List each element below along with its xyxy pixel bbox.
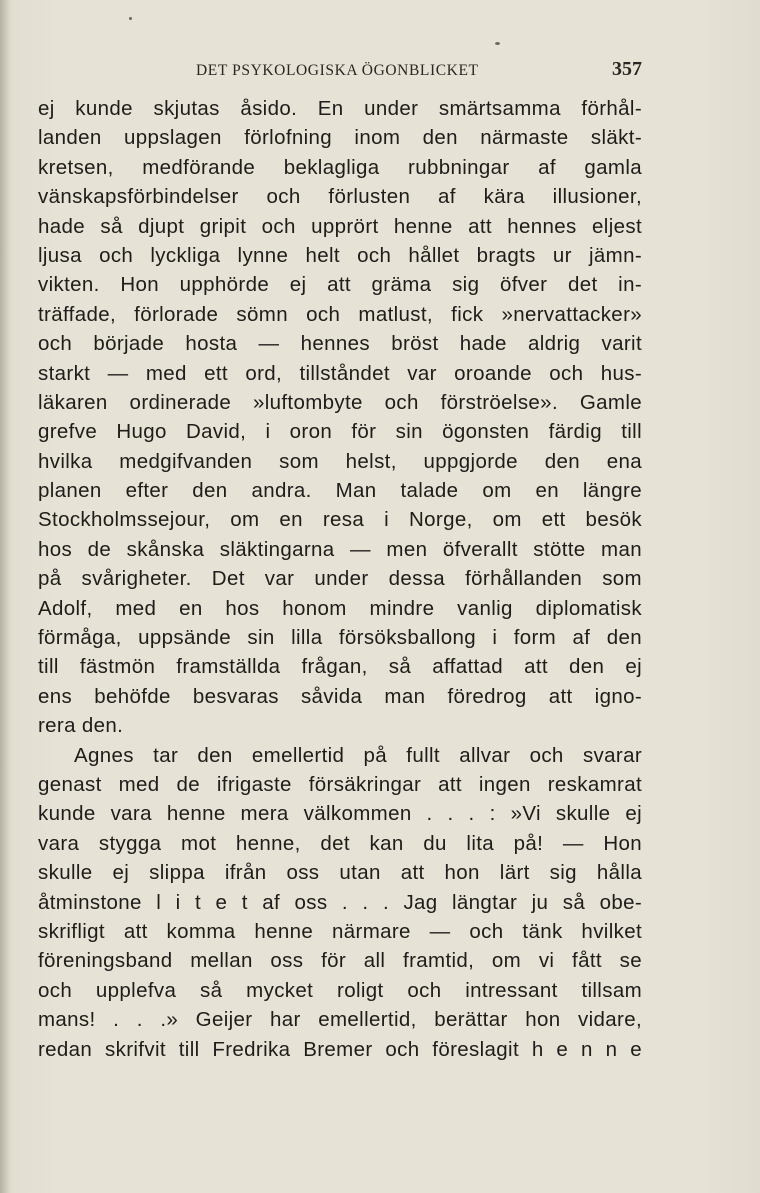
text-line: föreningsband mellan oss för all framtid, om vi fått se [38, 949, 642, 973]
text-line: genast med de ifrigaste försäkringar att ingen reskamrat [38, 772, 642, 796]
text-line: ens behöfde besvaras såvida man föredrog att igno- [38, 684, 642, 708]
text-line: grefve Hugo David, i oron för sin ögonsten färdig till [38, 420, 642, 444]
page-header [0, 58, 760, 86]
text-line: träffade, förlorade sömn och matlust, fick »nervattacker» [38, 302, 642, 326]
text-line: och upplefva så mycket roligt och intressant tillsam [38, 978, 642, 1002]
text-line: ej kunde skjutas åsido. En under smärtsamma förhål- [38, 97, 642, 120]
text-line: hvilka medgifvanden som helst, uppgjorde den ena [38, 449, 642, 473]
text-line: hos de skånska släktingarna — men öfverallt stötte man [38, 537, 642, 561]
text-line: vikten. Hon upphörde ej att gräma sig öfver det in- [38, 273, 642, 297]
text-line: mans! . . .» Geijer har emellertid, berättar hon vidare, [38, 1008, 642, 1032]
text-line: skulle ej slippa ifrån oss utan att hon lärt sig hålla [38, 861, 642, 885]
paper-speck [129, 17, 132, 20]
page-number: 357 [612, 58, 642, 80]
text-line: kretsen, medförande beklagliga rubbningar af gamla [38, 155, 642, 179]
paper-speck [495, 42, 500, 45]
text-line: ljusa och lyckliga lynne helt och hållet bragts ur jämn- [38, 243, 642, 267]
text-line: förmåga, uppsände sin lilla försöksballong i form af den [38, 626, 642, 650]
text-line: Stockholmssejour, om en resa i Norge, om ett besök [38, 508, 642, 532]
text-line: kunde vara henne mera välkommen . . . : »Vi skulle ej [38, 802, 642, 826]
text-line: vänskapsförbindelser och förlusten af kära illusioner, [38, 185, 642, 209]
text-line: hade så djupt gripit och upprört henne att hennes eljest [38, 214, 642, 238]
text-line: landen uppslagen förlofning inom den närmaste släkt- [38, 126, 642, 150]
spine-shadow [0, 0, 10, 1193]
text-line: till fästmön framställda frågan, så affattad att den ej [38, 655, 642, 679]
text-line: åtminstone l i t e t af oss . . . Jag längtar ju så obe- [38, 890, 642, 914]
paragraph-start-line: Agnes tar den emellertid på fullt allvar och svarar [74, 743, 642, 767]
text-line: starkt — med ett ord, tillståndet var oroande och hus- [38, 361, 642, 385]
paragraph-end-line: rera den. [38, 714, 124, 738]
text-line: Adolf, med en hos honom mindre vanlig diplomatisk [38, 596, 642, 620]
text-line: planen efter den andra. Man talade om en längre [38, 479, 642, 503]
text-line: och började hosta — hennes bröst hade aldrig varit [38, 332, 642, 356]
text-line: vara stygga mot henne, det kan du lita på! — Hon [38, 831, 642, 855]
text-line: redan skrifvit till Fredrika Bremer och föreslagit h e n n e [38, 1037, 642, 1061]
text-line: på svårigheter. Det var under dessa förhållanden som [38, 567, 642, 591]
text-line: läkaren ordinerade »luftombyte och förströelse». Gamle [38, 390, 642, 414]
running-title: DET PSYKOLOGISKA ÖGONBLICKET [196, 62, 479, 79]
body-text [38, 94, 642, 1064]
text-line: skrifligt att komma henne närmare — och tänk hvilket [38, 919, 642, 943]
